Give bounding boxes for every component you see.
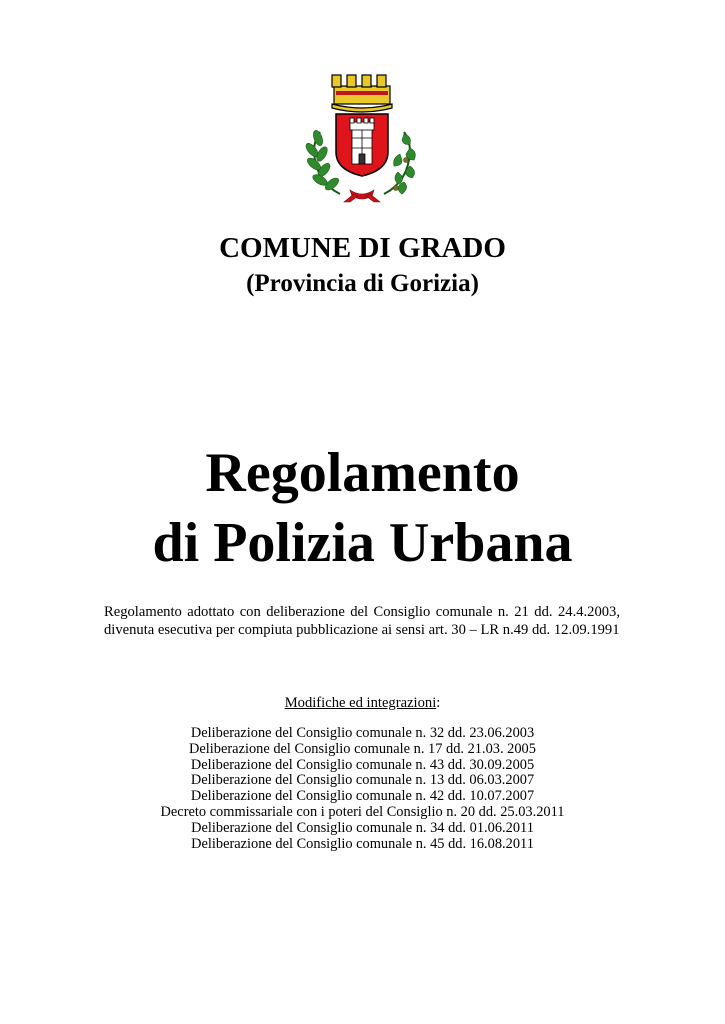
tower xyxy=(350,118,374,164)
amendments-heading-colon: : xyxy=(436,695,441,711)
amendment-item: Deliberazione del Consiglio comunale n. 45 dd. 16.08.2011 xyxy=(191,835,534,852)
amendment-item: Deliberazione del Consiglio comunale n. 42 dd. 10.07.2007 xyxy=(190,788,535,805)
amendment-item: Decreto commissariale con i poteri del Consiglio n. 20 dd. 25.03.2011 xyxy=(160,803,565,820)
amendments-heading xyxy=(0,694,725,712)
municipality-name: COMUNE DI GRADO xyxy=(219,232,506,264)
amendment-item: Deliberazione del Consiglio comunale n. 13 dd. 06.03.2007 xyxy=(190,772,535,789)
amendment-item: Deliberazione del Consiglio comunale n. 17 dd. 21.03. 2005 xyxy=(189,740,536,757)
left-branch xyxy=(304,129,341,194)
amendment-item: Deliberazione del Consiglio comunale n. 34 dd. 01.06.2011 xyxy=(191,819,534,836)
document-title-line-1: Regolamento xyxy=(205,442,520,504)
amendments-heading-text: Modifiche ed integrazioni xyxy=(284,695,437,711)
coat-of-arms-icon xyxy=(300,72,424,204)
ribbon xyxy=(344,190,380,202)
amendments-list xyxy=(0,726,725,852)
amendment-item: Deliberazione del Consiglio comunale n. 43 dd. 30.09.2005 xyxy=(190,756,535,773)
adoption-paragraph: Regolamento adottato con deliberazione del Consiglio comunale n. 21 dd. 24.4.2003, divenuta esecutiva per compiuta pubblicazione ai sensi art. 30 – LR n.49 dd. 12.09.1991 xyxy=(104,604,620,638)
province-name: (Provincia di Gorizia) xyxy=(246,270,479,297)
amendment-item: Deliberazione del Consiglio comunale n. 32 dd. 23.06.2003 xyxy=(190,725,535,741)
document-title-line-2: di Polizia Urbana xyxy=(152,512,573,574)
crown xyxy=(332,75,392,112)
